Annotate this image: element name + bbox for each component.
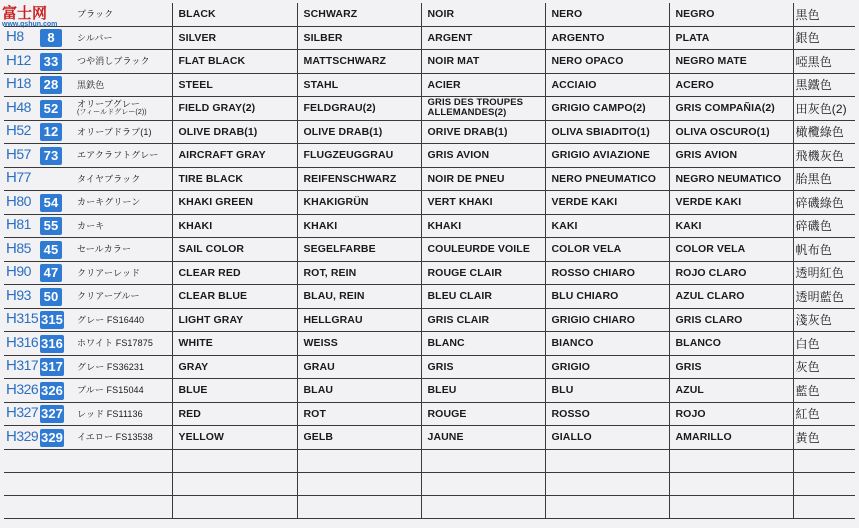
code-cell (4, 167, 74, 191)
french-name: NOIR DE PNEU (421, 167, 545, 191)
h-code-number: 327 (16, 404, 39, 421)
french-name: NOIR (421, 3, 545, 26)
table-row (4, 332, 855, 356)
h-code: H12 (6, 51, 31, 69)
code-cell (4, 285, 74, 309)
chinese-name: 黒色 (793, 3, 855, 26)
empty-cell (793, 472, 855, 495)
spanish-name: NEGRO MATE (669, 50, 793, 74)
code-cell (4, 379, 74, 403)
japanese-name: ブラック (77, 9, 114, 20)
french-name: COULEURDE VOILE (421, 238, 545, 262)
german-name: BLAU, REIN (297, 285, 421, 309)
code-box: 52 (40, 100, 62, 118)
h-code-number: 52 (16, 122, 31, 139)
chinese-name: 灰色 (793, 355, 855, 379)
chinese-name: 飛機灰色 (793, 144, 855, 168)
empty-cell (172, 449, 297, 472)
japanese-name: ブルー FS15044 (77, 385, 144, 396)
chinese-name: 黒鐵色 (793, 73, 855, 97)
japanese-name-cell (74, 355, 172, 379)
table-row (4, 379, 855, 403)
h-code: H81 (6, 216, 31, 234)
german-name: FLUGZEUGGRAU (297, 144, 421, 168)
english-name: KHAKI GREEN (172, 191, 297, 215)
french-name: GRIS AVION (421, 144, 545, 168)
japanese-name: セールカラー (77, 244, 132, 255)
empty-cell (74, 472, 172, 495)
h-code: H90 (6, 263, 31, 281)
table-row (4, 144, 855, 168)
table-row (4, 261, 855, 285)
empty-cell (297, 472, 421, 495)
h-code: H18 (6, 75, 31, 93)
english-name: AIRCRAFT GRAY (172, 144, 297, 168)
italian-name: OLIVA SBIADITO(1) (545, 120, 669, 144)
code-box: 50 (40, 288, 62, 306)
english-name: CLEAR BLUE (172, 285, 297, 309)
h-code-number: 48 (16, 98, 31, 115)
italian-name: GIALLO (545, 426, 669, 450)
h-code: H329 (6, 427, 39, 445)
table-row (4, 402, 855, 426)
h-code: H327 (6, 404, 39, 422)
h-code: H93 (6, 286, 31, 304)
chinese-name: 胎黒色 (793, 167, 855, 191)
german-name: GRAU (297, 355, 421, 379)
chinese-name: 白色 (793, 332, 855, 356)
code-box: 329 (41, 429, 63, 445)
code-cell (4, 332, 74, 356)
h-code-number: 90 (16, 263, 31, 280)
english-name: STEEL (172, 73, 297, 97)
italian-name: NERO OPACO (545, 50, 669, 74)
japanese-name: グレー FS36231 (77, 361, 145, 372)
german-name: SCHWARZ (297, 3, 421, 26)
code-box: 12 (40, 123, 62, 141)
spanish-name: OLIVA OSCURO(1) (669, 120, 793, 144)
italian-name: GRIGIO AVIAZIONE (545, 144, 669, 168)
empty-cell (545, 495, 669, 518)
french-name: GRIS (421, 355, 545, 379)
japanese-name-cell (74, 73, 172, 97)
italian-name: VERDE KAKI (545, 191, 669, 215)
code-cell (4, 26, 74, 50)
japanese-name-cell (74, 261, 172, 285)
japanese-name-cell (74, 238, 172, 262)
german-name: ROT, REIN (297, 261, 421, 285)
h-code-number: 326 (16, 380, 39, 397)
german-name: GELB (297, 426, 421, 450)
italian-name: ROSSO CHIARO (545, 261, 669, 285)
japanese-name-cell (74, 191, 172, 215)
italian-name: KAKI (545, 214, 669, 238)
french-name: KHAKI (421, 214, 545, 238)
code-box: 316 (41, 335, 63, 351)
empty-cell (4, 449, 74, 472)
h-code: H317 (6, 357, 39, 375)
german-name: HELLGRAU (297, 308, 421, 332)
code-cell (4, 355, 74, 379)
chinese-name: 啞黒色 (793, 50, 855, 74)
english-name: RED (172, 402, 297, 426)
code-box: 45 (40, 241, 62, 259)
italian-name: GRIGIO CHIARO (545, 308, 669, 332)
chinese-name: 帆布色 (793, 238, 855, 262)
spanish-name: AZUL (669, 379, 793, 403)
h-code: H52 (6, 122, 31, 140)
code-box: 47 (40, 264, 62, 282)
german-name: KHAKI (297, 214, 421, 238)
japanese-subname: (フィールドグレー(2)) (77, 109, 147, 117)
h-code-number: 317 (16, 357, 39, 374)
japanese-name: クリアーブルー (77, 291, 140, 302)
french-name: VERT KHAKI (421, 191, 545, 215)
h-code-number: 315 (16, 310, 39, 327)
h-code: H80 (6, 192, 31, 210)
japanese-name-cell (74, 26, 172, 50)
h-code-number: 57 (16, 145, 31, 162)
empty-cell (421, 495, 545, 518)
japanese-name: カーキ (77, 220, 105, 231)
english-name: YELLOW (172, 426, 297, 450)
japanese-name-cell (74, 214, 172, 238)
empty-cell (421, 449, 545, 472)
italian-name: GRIGIO CAMPO(2) (545, 97, 669, 121)
h-code: H316 (6, 333, 39, 351)
french-name: GRIS DES TROUPES ALLEMANDES(2) (421, 97, 545, 121)
italian-name: GRIGIO (545, 355, 669, 379)
japanese-name: オリーブドラブ(1) (77, 126, 152, 137)
empty-cell (74, 495, 172, 518)
german-name: OLIVE DRAB(1) (297, 120, 421, 144)
japanese-name-cell (74, 144, 172, 168)
empty-cell (172, 472, 297, 495)
spanish-name: GRIS (669, 355, 793, 379)
empty-cell (74, 449, 172, 472)
spanish-name: GRIS AVION (669, 144, 793, 168)
h-code: H48 (6, 98, 31, 116)
chinese-name: 紅色 (793, 402, 855, 426)
h-code-number: 8 (16, 28, 24, 45)
spanish-name: AMARILLO (669, 426, 793, 450)
french-name: BLANC (421, 332, 545, 356)
code-cell (4, 120, 74, 144)
chinese-name: 藍色 (793, 379, 855, 403)
h-code-number: 81 (16, 216, 31, 233)
code-box (40, 6, 62, 24)
table-row (4, 26, 855, 50)
table-row (4, 308, 855, 332)
spanish-name: NEGRO NEUMATICO (669, 167, 793, 191)
japanese-name: レッド FS11136 (77, 408, 143, 419)
table-row (4, 426, 855, 450)
table-row (4, 191, 855, 215)
spanish-name: AZUL CLARO (669, 285, 793, 309)
h-code: H326 (6, 380, 39, 398)
italian-name: BLU CHIARO (545, 285, 669, 309)
japanese-name: ホワイト FS17875 (77, 338, 153, 349)
empty-row (4, 472, 855, 495)
h-code-number: 80 (16, 192, 31, 209)
german-name: WEISS (297, 332, 421, 356)
empty-row (4, 495, 855, 518)
empty-cell (793, 449, 855, 472)
code-cell (4, 50, 74, 74)
japanese-name: イエロー FS13538 (77, 432, 153, 443)
japanese-name-cell (74, 3, 172, 26)
code-box: 8 (40, 29, 62, 47)
japanese-name-cell (74, 308, 172, 332)
empty-cell (545, 472, 669, 495)
table-row (4, 238, 855, 262)
code-cell (4, 426, 74, 450)
english-name: LIGHT GRAY (172, 308, 297, 332)
english-name: GRAY (172, 355, 297, 379)
chinese-name: 透明藍色 (793, 285, 855, 309)
code-box: 317 (41, 359, 63, 375)
code-cell (4, 3, 74, 26)
french-name: ROUGE CLAIR (421, 261, 545, 285)
german-name: ROT (297, 402, 421, 426)
japanese-name-cell (74, 285, 172, 309)
spanish-name: COLOR VELA (669, 238, 793, 262)
watermark-url: www.qshun.com (2, 21, 58, 28)
empty-cell (669, 472, 793, 495)
japanese-name-cell (74, 120, 172, 144)
spanish-name: GRIS COMPAÑIA(2) (669, 97, 793, 121)
code-box (40, 170, 62, 188)
english-name: FLAT BLACK (172, 50, 297, 74)
japanese-name-cell (74, 426, 172, 450)
spanish-name: NEGRO (669, 3, 793, 26)
chinese-name: 銀色 (793, 26, 855, 50)
code-box: 73 (40, 147, 62, 165)
code-box: 55 (40, 217, 62, 235)
english-name: TIRE BLACK (172, 167, 297, 191)
japanese-name-cell (74, 50, 172, 74)
code-box: 28 (40, 76, 62, 94)
italian-name: ARGENTO (545, 26, 669, 50)
empty-cell (793, 495, 855, 518)
empty-cell (4, 472, 74, 495)
japanese-name-cell (74, 332, 172, 356)
table-row (4, 214, 855, 238)
h-code: H8 (6, 28, 24, 46)
spanish-name: KAKI (669, 214, 793, 238)
french-name: GRIS CLAIR (421, 308, 545, 332)
h-code: H57 (6, 145, 31, 163)
english-name: KHAKI (172, 214, 297, 238)
code-cell (4, 191, 74, 215)
japanese-name: オリーブグレー (77, 99, 140, 110)
empty-cell (669, 449, 793, 472)
spanish-name: ROJO CLARO (669, 261, 793, 285)
german-name: SILBER (297, 26, 421, 50)
japanese-name-cell (74, 167, 172, 191)
empty-cell (669, 495, 793, 518)
spanish-name: PLATA (669, 26, 793, 50)
empty-cell (421, 472, 545, 495)
french-name: ARGENT (421, 26, 545, 50)
h-code-number: 93 (16, 286, 31, 303)
chinese-name: 淺灰色 (793, 308, 855, 332)
h-code-number: 18 (16, 75, 31, 92)
english-name: BLUE (172, 379, 297, 403)
spanish-name: VERDE KAKI (669, 191, 793, 215)
french-name: ROUGE (421, 402, 545, 426)
german-name: SEGELFARBE (297, 238, 421, 262)
italian-name: BIANCO (545, 332, 669, 356)
italian-name: NERO (545, 3, 669, 26)
empty-cell (297, 495, 421, 518)
h-code: H77 (6, 169, 31, 187)
german-name: FELDGRAU(2) (297, 97, 421, 121)
table-row (4, 97, 855, 121)
code-box: 33 (40, 53, 62, 71)
empty-cell (172, 495, 297, 518)
french-name: BLEU (421, 379, 545, 403)
japanese-name: 黒鉄色 (77, 79, 105, 90)
h-code-number: 12 (16, 51, 31, 68)
german-name: STAHL (297, 73, 421, 97)
h-code: H85 (6, 239, 31, 257)
japanese-name: エアクラフトグレー (77, 150, 159, 161)
code-cell (4, 97, 74, 121)
code-cell (4, 214, 74, 238)
code-cell (4, 308, 74, 332)
english-name: OLIVE DRAB(1) (172, 120, 297, 144)
english-name: WHITE (172, 332, 297, 356)
code-cell (4, 261, 74, 285)
english-name: CLEAR RED (172, 261, 297, 285)
spanish-name: BLANCO (669, 332, 793, 356)
spanish-name: GRIS CLARO (669, 308, 793, 332)
table-row (4, 3, 855, 26)
french-name: ACIER (421, 73, 545, 97)
table-row (4, 285, 855, 309)
japanese-name: グレー FS16440 (77, 314, 145, 325)
h-code-number: 77 (16, 169, 31, 186)
german-name: REIFENSCHWARZ (297, 167, 421, 191)
german-name: BLAU (297, 379, 421, 403)
japanese-name: クリアーレッド (77, 267, 141, 278)
japanese-name: つや消しブラック (77, 56, 150, 67)
chinese-name: 橄欖綠色 (793, 120, 855, 144)
italian-name: NERO PNEUMATICO (545, 167, 669, 191)
code-box: 315 (41, 312, 63, 328)
code-cell (4, 144, 74, 168)
table-row (4, 73, 855, 97)
japanese-name: タイヤブラック (77, 173, 141, 184)
chinese-name: 黃色 (793, 426, 855, 450)
empty-row (4, 449, 855, 472)
french-name: NOIR MAT (421, 50, 545, 74)
empty-cell (297, 449, 421, 472)
code-box: 326 (41, 382, 63, 398)
german-name: MATTSCHWARZ (297, 50, 421, 74)
code-box: 54 (40, 194, 62, 212)
japanese-name-cell (74, 97, 172, 121)
italian-name: BLU (545, 379, 669, 403)
chinese-name: 透明紅色 (793, 261, 855, 285)
chinese-name: 田灰色(2) (793, 97, 855, 121)
watermark-text: 富士网 (2, 4, 48, 22)
h-code-number: 329 (16, 427, 39, 444)
empty-cell (4, 495, 74, 518)
english-name: BLACK (172, 3, 297, 26)
table-row (4, 167, 855, 191)
code-box: 327 (41, 406, 63, 422)
code-cell (4, 402, 74, 426)
chinese-name: 碎磯色 (793, 214, 855, 238)
table-row (4, 355, 855, 379)
french-name: BLEU CLAIR (421, 285, 545, 309)
english-name: FIELD GRAY(2) (172, 97, 297, 121)
h-code-number: 316 (16, 333, 39, 350)
german-name: KHAKIGRÜN (297, 191, 421, 215)
spanish-name: ACERO (669, 73, 793, 97)
h-code: H315 (6, 310, 39, 328)
h-code-number: 85 (16, 239, 31, 256)
french-name: ORIVE DRAB(1) (421, 120, 545, 144)
french-name: JAUNE (421, 426, 545, 450)
spanish-name: ROJO (669, 402, 793, 426)
english-name: SILVER (172, 26, 297, 50)
code-cell (4, 73, 74, 97)
color-table (4, 3, 855, 519)
empty-cell (545, 449, 669, 472)
table-row (4, 120, 855, 144)
chinese-name: 碎磯綠色 (793, 191, 855, 215)
italian-name: ROSSO (545, 402, 669, 426)
japanese-name-cell (74, 379, 172, 403)
english-name: SAIL COLOR (172, 238, 297, 262)
italian-name: COLOR VELA (545, 238, 669, 262)
japanese-name: シルバー (77, 32, 113, 43)
japanese-name-cell (74, 402, 172, 426)
code-cell (4, 238, 74, 262)
italian-name: ACCIAIO (545, 73, 669, 97)
japanese-name: カーキグリーン (77, 197, 141, 208)
table-row (4, 50, 855, 74)
